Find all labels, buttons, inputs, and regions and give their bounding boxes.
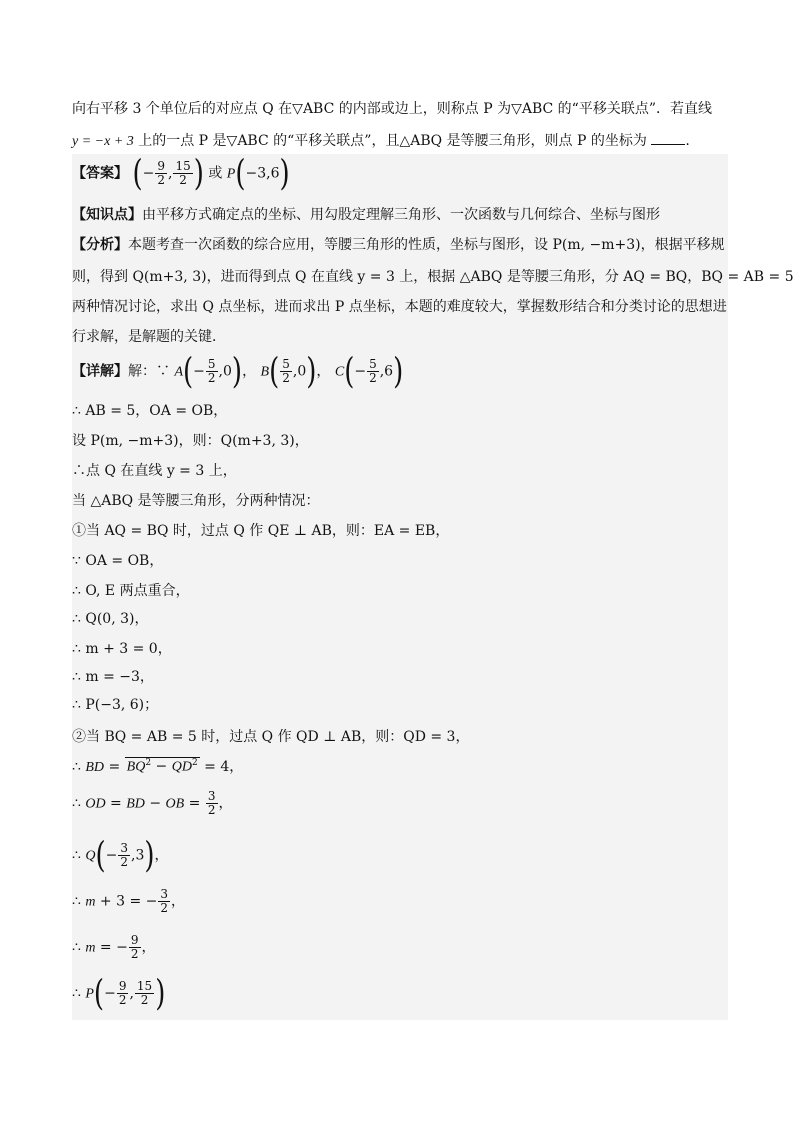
detail-s13: ②当 BQ = AB = 5 时，过点 Q 作 QD ⊥ AB，则：QD = 3， [72, 729, 470, 745]
detail-s8: ∴ O, E 两点重合， [72, 583, 190, 599]
analysis-line-3: 两种情况讨论，求出 Q 点坐标，进而求出 P 点坐标，本题的难度较大，掌握数形结合和分类讨论的思想进 [72, 299, 727, 315]
knowledge-line [72, 204, 660, 224]
detail-s5: 当 △ABQ 是等腰三角形，分两种情况： [72, 493, 320, 509]
detail-s9: ∴ Q(0, 3)， [72, 611, 149, 627]
detail-s3: 设 P(m, −m+3)，则：Q(m+3, 3)， [72, 433, 309, 449]
analysis-line-2: 则，得到 Q(m+3, 3)，进而得到点 Q 在直线 y = 3 上，根据 △ABQ 是等腰三角形，分 AQ = BQ，BQ = AB = 5 [72, 269, 794, 285]
problem-end-period: . [685, 133, 690, 149]
detail-line-17: ∴ m + 3 = − $\frac{3}{2}$ ， [72, 887, 186, 915]
detail-line-16: ∴ Q(− $\frac{3}{2}$ ,3)， [72, 835, 169, 876]
knowledge-text: 由平移方式确定点的坐标、用勾股定理解三角形、一次函数与几何综合、坐标与图形 [142, 207, 660, 223]
detail-s11: ∴ m = −3， [72, 669, 154, 685]
line-equation: y = −x + 3 [72, 134, 134, 149]
detail-s12: ∴ P(−3, 6)； [72, 697, 159, 713]
detail-line-18: ∴ m = − $\frac{9}{2}$ ， [72, 933, 156, 961]
document-page [72, 0, 794, 1132]
detail-s4: ∴点 Q 在直线 y = 3 上， [72, 463, 237, 479]
answer-line: 【答案】 (− $\frac{9}{2}$ , $\frac{15}{2}$ ) 或 P(−3,6) [72, 153, 290, 194]
knowledge-tag: 【知识点】 [72, 207, 142, 223]
detail-s7: ∵ OA = OB， [72, 553, 164, 569]
detail-s10: ∴ m + 3 = 0， [72, 641, 172, 657]
analysis-line-1: 【分析】本题考查一次函数的综合应用，等腰三角形的性质，坐标与图形，设 P(m, −m+3)，根据平移规 [72, 237, 725, 253]
answer-blank [651, 132, 685, 145]
detail-line-15: ∴ OD = BD − OB = $\frac{3}{2}$ ， [72, 789, 233, 817]
detail-s2: ∴ AB = 5，OA = OB， [72, 403, 228, 419]
detail-tag: 【详解】 [72, 363, 128, 380]
detail-line-19: ∴ P(− $\frac{9}{2}$ , $\frac{15}{2}$ ) [72, 973, 166, 1014]
problem-line-2-text: 上的一点 P 是▽ABC 的“平移关联点”，且△ABQ 是等腰三角形，则点 P 的坐标为 [133, 133, 652, 149]
detail-s6: ①当 AQ = BQ 时，过点 Q 作 QE ⊥ AB，则：EA = EB， [72, 523, 450, 539]
problem-line-1: 向右平移 3 个单位后的对应点 Q 在▽ABC 的内部或边上，则称点 P 为▽ABC 的“平移关联点”．若直线 [72, 101, 712, 117]
analysis-line-4: 行求解，是解题的关键． [72, 329, 226, 345]
answer-tag: 【答案】 [72, 165, 128, 182]
analysis-tag: 【分析】 [72, 237, 128, 253]
detail-line-1: 【详解】解：∵ A(− $\frac{5}{2}$ ,0)， B( $\frac{5}{2}$ ,0)， C(− $\frac{5}{2}$ ,6) [72, 351, 404, 392]
problem-line-2 [72, 130, 690, 150]
detail-line-14: ∴ BD = $BQ^2 - QD^2 = 4$， [72, 758, 244, 775]
